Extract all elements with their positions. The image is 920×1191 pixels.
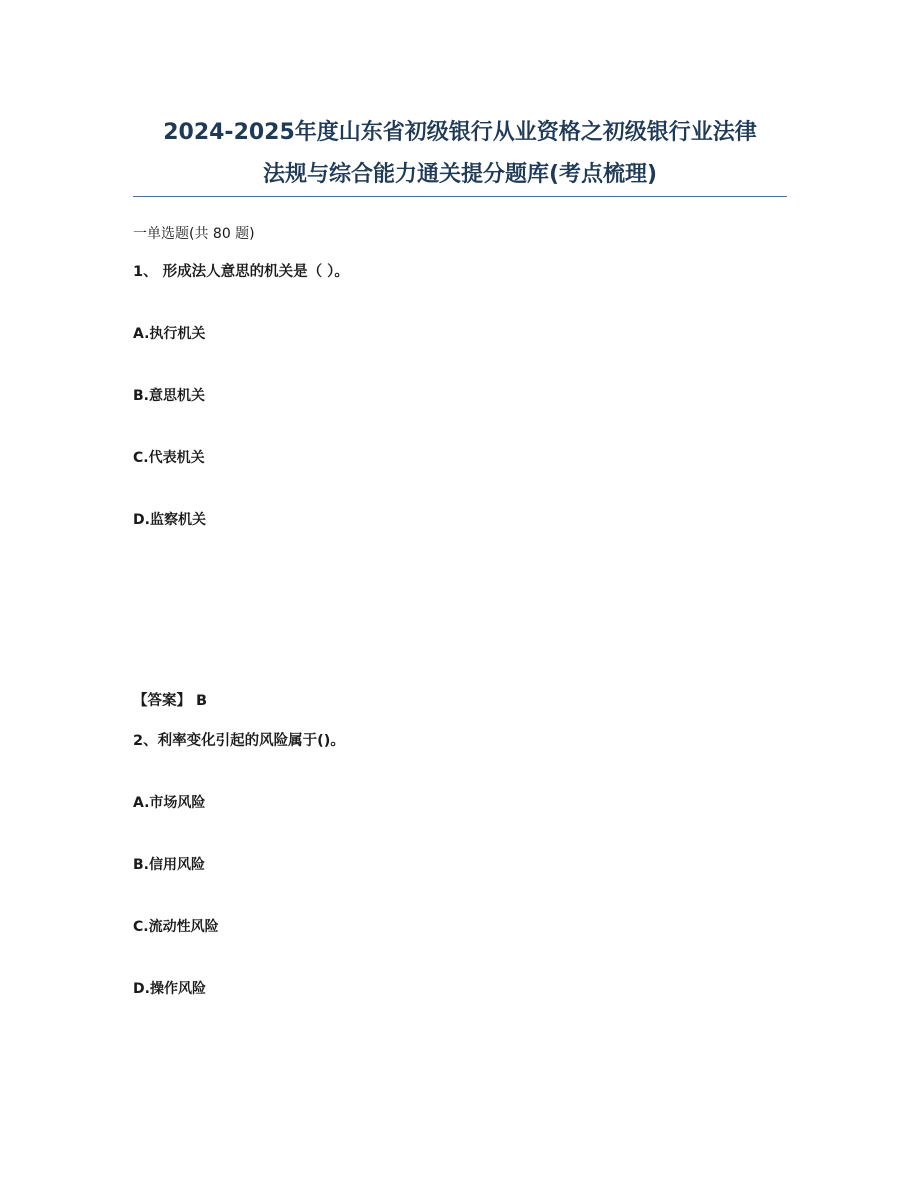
question-2-text: 2、利率变化引起的风险属于()。 <box>133 733 345 749</box>
question-1-option-b: B.意思机关 <box>133 388 205 404</box>
question-1-answer: 【答案】 B <box>133 693 208 709</box>
title-line-1: 2024-2025年度山东省初级银行从业资格之初级银行业法律 <box>163 120 757 145</box>
question-2-option-d: D.操作风险 <box>133 981 206 997</box>
section-heading: 一单选题(共 80 题) <box>133 226 255 242</box>
title-divider <box>133 196 787 197</box>
question-1-text: 1、 形成法人意思的机关是（ ）。 <box>133 264 349 280</box>
question-1-option-d: D.监察机关 <box>133 512 206 528</box>
document-title <box>100 112 820 196</box>
question-2-option-c: C.流动性风险 <box>133 919 219 935</box>
question-2-option-b: B.信用风险 <box>133 857 205 873</box>
question-1-option-a: A.执行机关 <box>133 326 206 342</box>
question-1-option-c: C.代表机关 <box>133 450 205 466</box>
question-2-option-a: A.市场风险 <box>133 795 206 811</box>
title-line-2: 法规与综合能力通关提分题库(考点梳理) <box>262 162 658 187</box>
